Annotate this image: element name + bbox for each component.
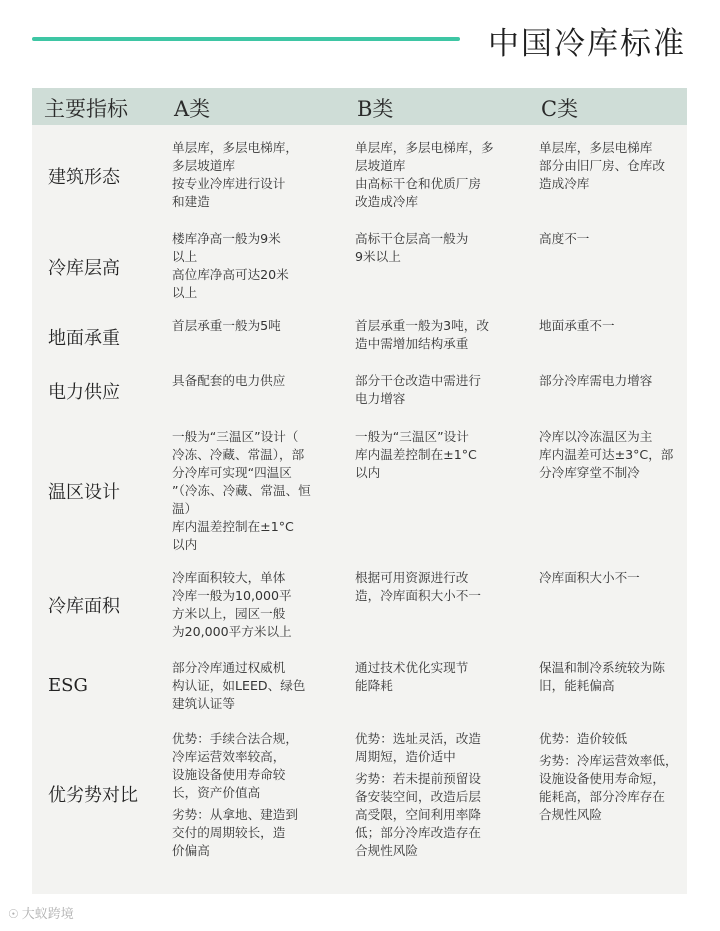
- cell-height-a: 楼库净高一般为9米 以上 高位库净高可达20米 以上: [172, 231, 289, 300]
- standards-table: [32, 88, 687, 894]
- row-label-load: 地面承重: [48, 328, 120, 349]
- cell-area-b: 根据可用资源进行改 造，冷库面积大小不一: [355, 570, 481, 603]
- cell-load-b: 首层承重一般为3吨，改 造中需增加结构承重: [355, 318, 489, 351]
- cell-pros-cons-a: 优势：手续合法合规， 冷库运营效率较高， 设施设备使用寿命较 长，资产价值高 劣势：从拿地、建造到 交付的周期较长，造 价偏高: [172, 731, 298, 858]
- row-label-building: 建筑形态: [48, 167, 120, 188]
- cell-height-b: 高标干仓层高一般为 9米以上: [355, 231, 469, 264]
- row-label-pros-cons: 优劣势对比: [48, 785, 138, 806]
- cell-esg-c: 保温和制冷系统较为陈 旧，能耗偏高: [539, 660, 665, 693]
- row-label-temperature: 温区设计: [48, 482, 120, 503]
- cell-temperature-a: 一般为“三温区”设计（ 冷冻、冷藏、常温），部 分冷库可实现“四温区 ”（冷冻、冷藏、常温、恒 温） 库内温差控制在±1°C 以内: [172, 429, 311, 552]
- cell-load-a: 首层承重一般为5吨: [172, 318, 281, 333]
- header-class-c: C类: [541, 97, 579, 121]
- row-label-area: 冷库面积: [48, 596, 120, 617]
- title-accent-line: [32, 37, 460, 41]
- cell-area-c: 冷库面积大小不一: [539, 570, 640, 585]
- cell-building-b: 单层库，多层电梯库，多 层坡道库 由高标干仓和优质厂房 改造成冷库: [355, 140, 494, 209]
- cell-pros-cons-b: 优势：选址灵活，改造 周期短，造价适中 劣势：若未提前预留设 备安装空间，改造后层 高受限，空间利用率降 低；部分冷库改造存在 合规性风险: [355, 731, 481, 858]
- row-label-height: 冷库层高: [48, 258, 120, 279]
- cell-power-c: 部分冷库需电力增容: [539, 373, 653, 388]
- watermark-text: 大蚁跨境: [21, 907, 74, 922]
- cell-temperature-b: 一般为“三温区”设计 库内温差控制在±1°C 以内: [355, 429, 477, 480]
- cell-building-a: 单层库，多层电梯库， 多层坡道库 按专业冷库进行设计 和建造: [172, 140, 298, 209]
- header-indicator: 主要指标: [44, 97, 128, 121]
- cell-temperature-c: 冷库以冷冻温区为主 库内温差可达±3°C，部 分冷库穿堂不制冷: [539, 429, 674, 480]
- cell-esg-b: 通过技术优化实现节 能降耗: [355, 660, 469, 693]
- row-label-esg: ESG: [48, 675, 88, 696]
- cell-power-b: 部分干仓改造中需进行 电力增容: [355, 373, 481, 406]
- row-label-power: 电力供应: [48, 382, 120, 403]
- cell-load-c: 地面承重不一: [539, 318, 615, 333]
- table-header: [32, 88, 687, 125]
- header-class-a: A类: [174, 97, 211, 121]
- watermark-logo-icon: ☉: [8, 907, 19, 921]
- cell-area-a: 冷库面积较大，单体 冷库一般为10,000平 方米以上，园区一般 为20,000平方米以上: [172, 570, 292, 639]
- cell-esg-a: 部分冷库通过权威机 构认证，如LEED、绿色 建筑认证等: [172, 660, 306, 711]
- cell-height-c: 高度不一: [539, 231, 590, 246]
- cell-power-a: 具备配套的电力供应: [172, 373, 286, 388]
- cell-building-c: 单层库，多层电梯库 部分由旧厂房、仓库改 造成冷库: [539, 140, 665, 191]
- page-title: 中国冷库标准: [488, 26, 686, 62]
- watermark: [8, 903, 74, 922]
- cell-pros-cons-c: 优势：造价较低 劣势：冷库运营效率低， 设施设备使用寿命短， 能耗高，部分冷库存在 合规性风险: [539, 731, 678, 822]
- header-class-b: B类: [357, 97, 394, 121]
